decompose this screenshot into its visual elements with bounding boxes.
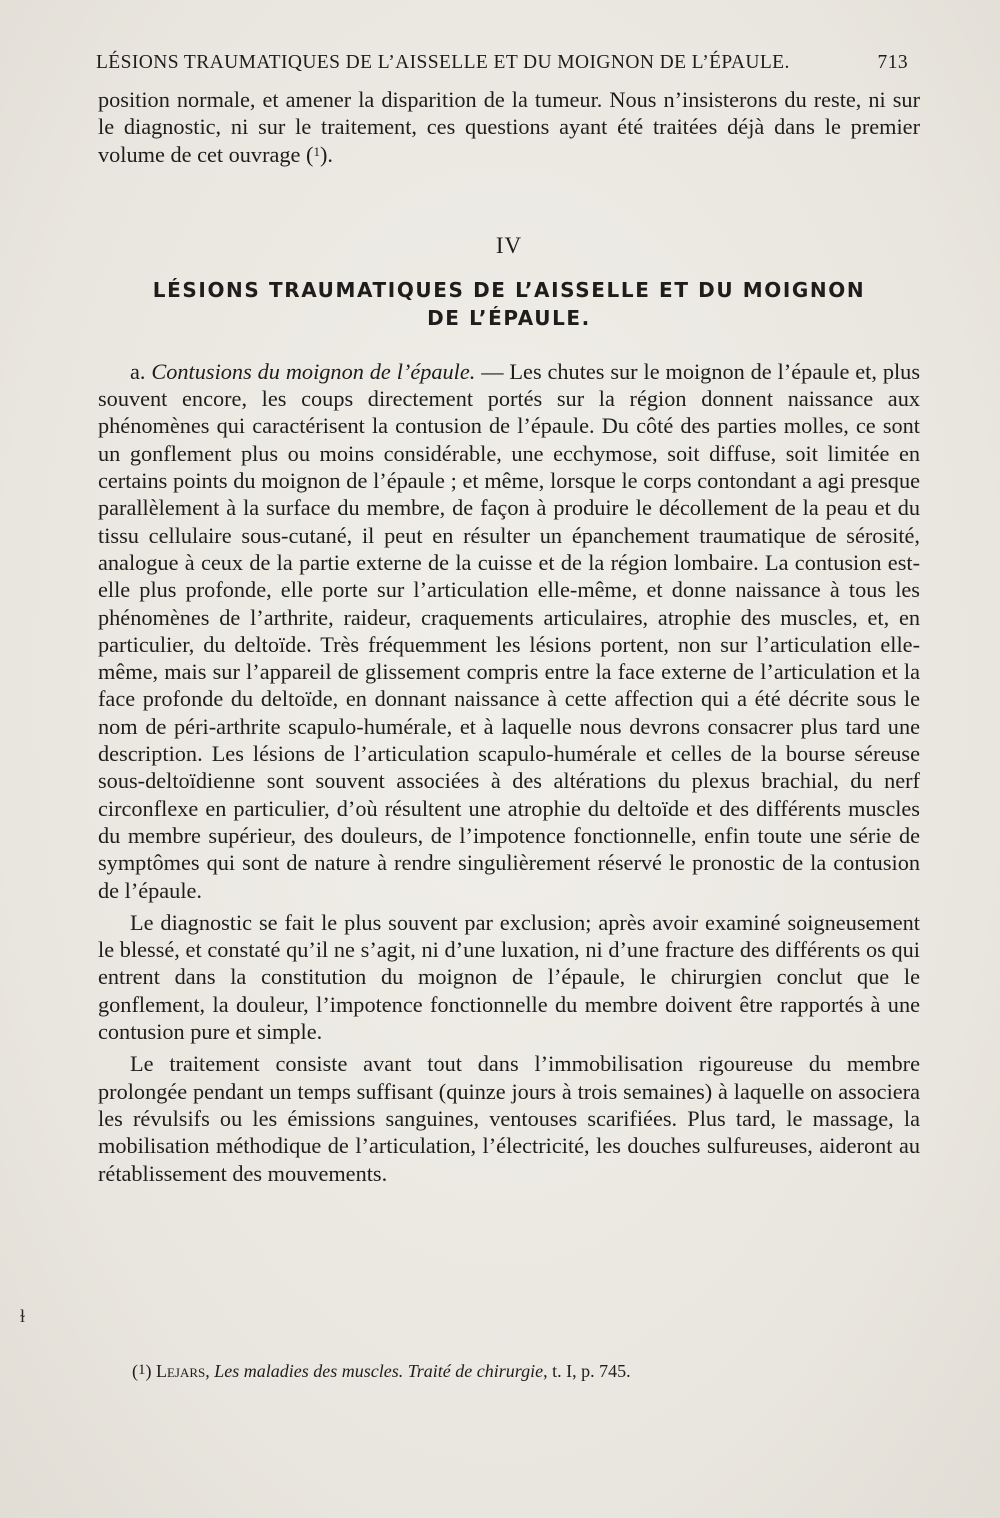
intro-tail: ). [319,141,333,167]
footnote-title: Les maladies des muscles. Traité de chirurgie [214,1361,544,1381]
paragraph-dash: — [475,358,510,384]
body-text [98,86,920,1187]
paragraph-contusions-text: Les chutes sur le moignon de l’épaule et, plus souvent encore, les coups directement portés sur la région donnent naissance aux phénomènes qui caractérisent la contusion de l’épaule. Du côté des parties molles, ce sont un gonflement plus ou moins considérable, une ecchymose, soit diffuse, soit limitée en certains points du moignon de l’épaule ; et même, lorsque le corps contondant a agi presque parallèlement à la surface du membre, de façon à produire le décollement de la peau et du tissu cellulaire sous-cutané, il peut en résulter un épanchement traumatique de sérosité, analogue à ceux de la partie externe de la cuisse et de la région lombaire. La contusion est-elle plus profonde, elle porte sur l’articulation elle-même, et donne naissance à tous les phénomènes de l’arthrite, raideur, craquements articulaires, atrophie des muscles, et, en particulier, du deltoïde. Très fréquemment les lésions portent, non sur l’articulation elle-même, mais sur l’appareil de glissement compris entre la face externe de l’articulation et la face profonde du deltoïde, en donnant naissance à cette affection qui a été décrite sous le nom de péri-arthrite scapulo-humérale, et à laquelle nous devrons consacrer plus tard une description. Les lésions de l’articulation scapulo-humérale et celles de la bourse séreuse sous-deltoïdienne sont souvent associées à des altérations du plexus brachial, du nerf circonflexe en particulier, d’où résultent une atrophie du deltoïde et des différents muscles du membre supérieur, des douleurs, de l’impotence fonctionnelle, enfin toute une série de symptômes qui sont de nature à rendre singulièrement réservé le pronostic de la contusion de l’épaule. [98,358,921,903]
paragraph-diagnostic: Le diagnostic se fait le plus souvent par exclusion; après avoir examiné soigneusement le blessé, et constaté qu’il ne s’agit, ni d’une luxation, ni d’une fracture des différents os qui entrent dans la constitution du moignon de l’épaule, le chirurgien conclut que le gonflement, la douleur, l’impotence fonctionnelle du membre doivent être rapportés à une contusion pure et simple. [98,909,920,1045]
paragraph-label: a. [130,358,146,384]
running-head-title: LÉSIONS TRAUMATIQUES DE L’AISSELLE ET DU MOIGNON DE L’ÉPAULE. [96,52,790,73]
section-number: IV [495,232,523,258]
footnote-ref: 1 [313,143,320,159]
section-title-line1: LÉSIONS TRAUMATIQUES DE L’AISSELLE ET DU MOIGNON [152,277,866,302]
section-title [98,276,920,332]
footnote-mark: 1 [138,1362,146,1378]
footnote-author: Lejars [156,1361,206,1381]
footnote-ref-text: , t. I, p. 745. [543,1361,631,1381]
margin-mark: ɫ [20,1306,26,1326]
page-number: 713 [877,52,908,73]
section-title-line2: DE L’ÉPAULE. [427,305,591,330]
paragraph-heading: Contusions du moignon de l’épaule. [151,358,476,384]
paragraph-traitement: Le traitement consiste avant tout dans l’immobilisation rigoureuse du membre prolongée pendant un temps suffisant (quinze jours à trois semaines) à laquelle on associera les révulsifs ou les émissions sanguines, ventouses scarifiées. Plus tard, le massage, la mobilisation méthodique de l’articulation, l’électricité, les douches sulfureuses, aideront au rétablissement des mouvements. [98,1051,920,1186]
footnote: (1) Lejars, Les maladies des muscles. Traité de chirurgie, t. I, p. 745. [132,1361,631,1381]
intro-text: position normale, et amener la disparition de la tumeur. Nous n’insisterons du reste, ni sur le diagnostic, ni sur le traitement, ces questions ayant été traitées déjà dans le premier volume de cet ouvrage ( [98,87,920,167]
intro-paragraph [98,86,920,168]
paragraph-contusions [98,358,920,904]
